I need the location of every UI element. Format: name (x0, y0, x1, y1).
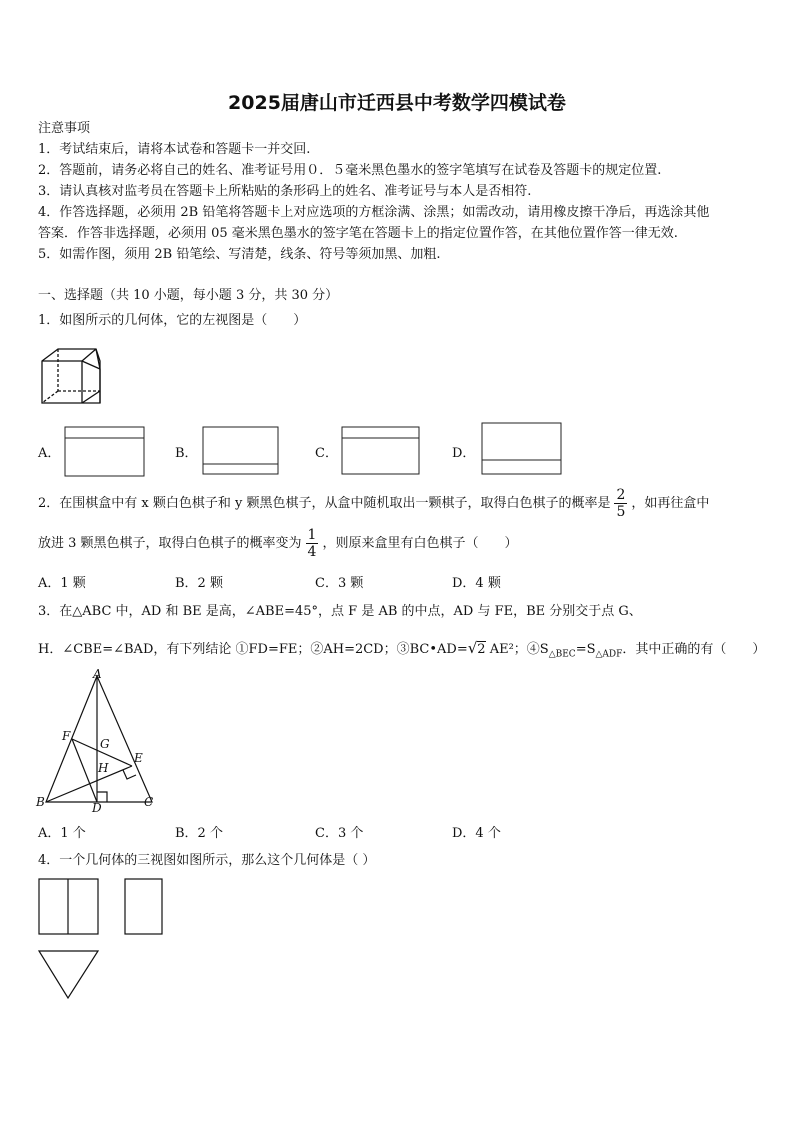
q2-option-b: B．2 颗 (175, 576, 223, 591)
sqrt-value: 2 (477, 642, 486, 657)
q2-fraction-2-num: 1 (307, 527, 317, 543)
q3-stem-b3: =S (575, 642, 596, 657)
q3-option-c: C．3 个 (315, 826, 364, 841)
q4-side-view (124, 878, 164, 936)
question-2-line-1 (38, 484, 709, 524)
notice-item: 3．请认真核对监考员在答题卡上所粘贴的条形码上的姓名、准考证号与本人是否相符. (38, 184, 532, 199)
q1-solid-figure (38, 345, 110, 409)
q4-top-view (38, 950, 100, 1000)
q2-fraction-2 (306, 527, 319, 560)
question-2-line-2 (38, 524, 517, 564)
notice-item: 答案．作答非选择题，必须用 05 毫米黑色墨水的签字笔在答题卡上的指定位置作答，在其他位置作答一律无效. (38, 226, 678, 241)
sqrt-sign: √ (467, 639, 478, 657)
q2-stem-b: ，如再往盒中 (631, 496, 710, 511)
section-heading: 一、选择题（共 10 小题，每小题 3 分，共 30 分） (38, 288, 339, 303)
q3-triangle-figure (34, 666, 164, 812)
q4-front-view (38, 878, 100, 936)
label-c: C (144, 795, 154, 809)
q1-option-c: C． (315, 446, 338, 461)
page-title: 2025届唐山市迁西县中考数学四模试卷 (228, 92, 566, 114)
q1-option-d: D． (452, 446, 476, 461)
q2-option-d: D．4 颗 (452, 576, 501, 591)
q2-stem-a: 2．在围棋盒中有 x 颗白色棋子和 y 颗黑色棋子，从盒中随机取出一颗棋子，取得白色棋子的概率是 (38, 496, 611, 511)
q2-fraction-2-den: 4 (307, 544, 317, 560)
label-h: H (98, 761, 109, 775)
q1-option-a: A． (38, 446, 61, 461)
label-b: B (36, 795, 45, 809)
notice-heading: 注意事项 (38, 121, 91, 136)
q2-fraction-1 (614, 487, 627, 520)
q3-option-b: B．2 个 (175, 826, 223, 841)
question-3-line-1: 3．在△ABC 中，AD 和 BE 是高，∠ABE=45°，点 F 是 AB 的中点，AD 与 FE，BE 分别交于点 G、 (38, 604, 642, 619)
label-a: A (93, 667, 102, 681)
q3-stem-b4: ．其中正确的有（ ） (622, 642, 766, 657)
question-3-line-2 (38, 639, 765, 664)
q2-fraction-1-num: 2 (616, 487, 626, 503)
label-d: D (92, 801, 102, 812)
notice-item: 1．考试结束后，请将本试卷和答题卡一并交回. (38, 142, 311, 157)
label-f: F (62, 729, 71, 743)
q3-stem-b1: H．∠CBE=∠BAD，有下列结论 ①FD=FE；②AH=2CD；③BC•AD= (38, 642, 468, 657)
label-g: G (100, 737, 110, 751)
q3-subscript-2: △ADF (595, 649, 623, 660)
q1-option-d-figure (481, 422, 563, 476)
q3-subscript-1: △BEC (548, 649, 576, 660)
question-1-stem: 1．如图所示的几何体，它的左视图是（ ） (38, 313, 307, 328)
q2-option-a: A．1 颗 (38, 576, 86, 591)
q2-fraction-1-den: 5 (616, 504, 626, 520)
q1-option-b-figure (202, 426, 280, 476)
q3-option-a: A．1 个 (38, 826, 86, 841)
q2-option-c: C．3 颗 (315, 576, 364, 591)
notice-item: 4．作答选择题，必须用 2B 铅笔将答题卡上对应选项的方框涂满、涂黑；如需改动，请用橡皮擦干净后，再选涂其他 (38, 205, 710, 220)
q3-option-d: D．4 个 (452, 826, 501, 841)
q1-option-c-figure (341, 426, 421, 476)
q2-stem-c: 放进 3 颗黑色棋子，取得白色棋子的概率变为 (38, 536, 302, 551)
q2-stem-d: ，则原来盒里有白色棋子（ ） (322, 536, 518, 551)
notice-item: 2．答题前，请务必将自己的姓名、准考证号用０．５毫米黑色墨水的签字笔填写在试卷及答题卡的规定位置. (38, 163, 662, 178)
q1-option-b: B． (175, 446, 198, 461)
notice-item: 5．如需作图，须用 2B 铅笔绘、写清楚，线条、符号等须加黑、加粗. (38, 247, 441, 262)
label-e: E (134, 751, 143, 765)
question-4-stem: 4．一个几何体的三视图如图所示，那么这个几何体是（ ） (38, 853, 376, 868)
q1-option-a-figure (64, 426, 146, 478)
q3-stem-b2: AE²；④S (485, 642, 549, 657)
